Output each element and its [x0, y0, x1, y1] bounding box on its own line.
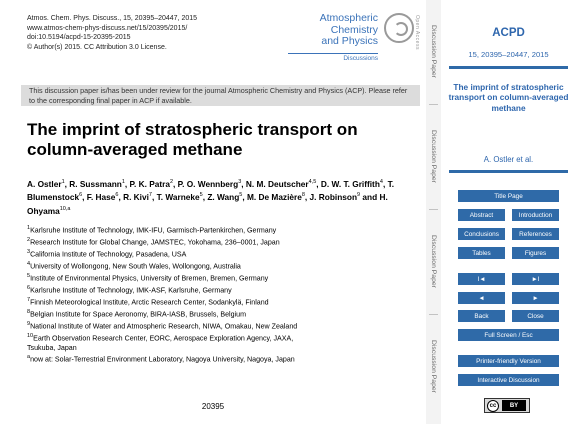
logo-divider — [288, 53, 378, 54]
meta-line[interactable]: www.atmos-chem-phys-discuss.net/15/20395/2015/ — [27, 24, 188, 32]
discussion-paper-tab: Discussion Paper — [430, 340, 437, 393]
affiliation-item — [27, 332, 422, 344]
author-affil-sup: 5 — [199, 192, 203, 199]
affiliation-text: National Institute of Water and Atmospheric Research, NIWA, Omakau, New Zealand — [30, 321, 298, 330]
logo-line: Chemistry — [330, 23, 378, 36]
author-affil-sup: 10,a — [59, 205, 71, 212]
affiliation-sup: 2 — [27, 236, 31, 243]
logo-line: and Physics — [321, 35, 378, 47]
first-page-button[interactable]: I◄ — [458, 273, 505, 285]
affiliation-text: Earth Observation Research Center, EORC, Aerospace Exploration Agency, JAXA, — [33, 333, 294, 342]
author-name: T. Blumenstock — [27, 178, 395, 203]
introduction-button[interactable]: Introduction — [512, 209, 559, 221]
author-affil-sup: 9 — [357, 192, 361, 199]
author-name: R. Sussmann — [69, 178, 122, 189]
author-affil-sup: 1 — [121, 179, 125, 185]
page-number: 20395 — [201, 402, 225, 411]
affiliation-sup: 4 — [27, 260, 31, 267]
affiliation-item — [27, 284, 422, 296]
author-affil-sup: 4,5 — [308, 179, 317, 185]
affiliation-sup: a — [27, 354, 31, 361]
citation-meta — [27, 14, 197, 52]
author-name: P. O. Wennberg — [177, 178, 239, 189]
author-name: R. Kivi — [123, 192, 149, 203]
references-button[interactable]: References — [512, 228, 559, 240]
author-affil-sup: 2 — [169, 179, 174, 185]
affiliation-item — [27, 344, 422, 354]
full-screen-button[interactable]: Full Screen / Esc — [458, 329, 559, 341]
conclusions-button[interactable]: Conclusions — [458, 228, 505, 240]
affiliation-text: University of Wollongong, New South Wales, Wollongong, Australia — [30, 262, 241, 271]
last-page-button[interactable]: ►I — [512, 273, 559, 285]
author-name: F. Hase — [86, 192, 116, 203]
author-conjunction: and — [362, 192, 378, 203]
author-name: A. Ostler — [27, 178, 62, 189]
abstract-button[interactable]: Abstract — [458, 209, 505, 221]
affiliation-sup: 8 — [27, 308, 31, 315]
author-affil-sup: 7 — [148, 192, 152, 199]
affiliation-text: Research Institute for Global Change, JAMSTEC, Yokohama, 236–0001, Japan — [30, 238, 280, 247]
meta-line: doi:10.5194/acpd-15-20395-2015 — [27, 34, 131, 42]
author-affil-sup: 4 — [379, 179, 383, 185]
discussion-paper-tab: Discussion Paper — [430, 25, 437, 78]
affiliation-item — [27, 248, 422, 260]
affiliation-sup: 10 — [27, 332, 34, 339]
interactive-discussion-button[interactable]: Interactive Discussion — [458, 374, 559, 386]
author-affil-sup: 8 — [301, 192, 305, 199]
discussion-paper-tab: Discussion Paper — [430, 235, 437, 288]
affiliation-text: Karlsruhe Institute of Technology, IMK-IFU, Garmisch-Partenkirchen, Germany — [30, 226, 277, 235]
author-name: M. De Mazière — [246, 192, 302, 203]
affiliation-text: Karlsruhe Institute of Technology, IMK-ASF, Karlsruhe, Germany — [30, 286, 232, 295]
cc-license-badge[interactable] — [484, 398, 530, 413]
meta-line: Atmos. Chem. Phys. Discuss., 15, 20395–20447, 2015 — [27, 15, 198, 22]
discussion-paper-strip — [426, 0, 441, 424]
sidebar-authors: A. Ostler et al. — [483, 155, 534, 164]
affiliation-item — [27, 236, 422, 248]
affiliation-list — [27, 224, 422, 365]
figures-button[interactable]: Figures — [512, 247, 559, 259]
affiliation-item — [27, 320, 422, 332]
author-affil-sup: 6 — [115, 192, 119, 199]
affiliation-sup: 7 — [27, 296, 31, 303]
navigation-sidebar — [441, 0, 576, 424]
back-button[interactable]: Back — [458, 310, 505, 322]
author-list: A. Ostler$^1$, R. Sussmann$^1$, P. K. Patra$^2$, P. O. Wennberg$^3$, N. M. Deutscher$^{4,5}$, D. W. T. Griffith$^4$, T. Blumenstock$^6$, F. Hase$^6$, R. Kivi$^7$, T. Warneke$^5$, Z. Wang$^5$, M. De Mazière$^8$, J. Robinson$^9$ and H. Ohyama$^{10,a}$ — [27, 178, 395, 216]
author-name: N. M. Deutscher — [245, 178, 309, 189]
logo-line: Atmospheric — [319, 12, 378, 24]
author-name: D. W. T. Griffith — [320, 178, 380, 189]
meta-line: © Author(s) 2015. CC Attribution 3.0 License. — [27, 43, 167, 51]
affiliation-text: Institute of Environmental Physics, University of Bremen, Bremen, Germany — [30, 274, 269, 283]
affiliation-text: Belgian Institute for Space Aeronomy, BIRA-IASB, Brussels, Belgium — [30, 310, 246, 319]
logo-subtitle: Discussions — [343, 55, 378, 62]
affiliation-text: Tsukuba, Japan — [27, 343, 77, 352]
close-button[interactable]: Close — [512, 310, 559, 322]
review-notice: This discussion paper is/has been under review for the journal Atmospheric Chemistry and Physics (ACP). Please refer to the corresponding final paper in ACP if available. — [21, 85, 420, 106]
next-button[interactable]: ► — [512, 292, 559, 304]
affiliation-item — [27, 353, 422, 365]
egu-logo-icon — [384, 13, 414, 43]
affiliation-text: now at: Solar-Terrestrial Environment Laboratory, Nagoya University, Nagoya, Japan — [30, 355, 295, 364]
author-affil-sup: 5 — [239, 192, 243, 199]
sidebar-divider — [449, 170, 568, 173]
open-access-label: Open Access — [414, 15, 420, 50]
page-range: 15, 20395–20447, 2015 — [468, 50, 549, 59]
affiliation-sup: 5 — [27, 272, 31, 279]
tables-button[interactable]: Tables — [458, 247, 505, 259]
journal-abbrev: ACPD — [492, 27, 525, 39]
sidebar-title: The imprint of stratospheric transport on column-averaged methane — [448, 82, 569, 113]
author-affil-sup: 6 — [79, 192, 83, 199]
affiliation-sup: 1 — [27, 225, 31, 231]
affiliation-item — [27, 224, 422, 236]
author-affil-sup: 3 — [238, 179, 242, 185]
affiliation-text: California Institute of Technology, Pasadena, USA — [30, 250, 187, 259]
affiliation-item — [27, 272, 422, 284]
affiliation-item — [27, 296, 422, 308]
previous-button[interactable]: ◄ — [458, 292, 505, 304]
cc-icon: cc — [487, 400, 499, 412]
affiliation-sup: 9 — [27, 320, 31, 327]
sidebar-divider — [449, 66, 568, 69]
author-name: T. Warneke — [156, 192, 200, 203]
discussion-paper-tab: Discussion Paper — [430, 130, 437, 183]
author-name: J. Robinson — [309, 192, 358, 203]
journal-logo — [288, 13, 420, 69]
affiliation-text: Finnish Meteorological Institute, Arctic Research Center, Sodankylä, Finland — [30, 298, 269, 307]
affiliation-sup: 6 — [27, 284, 31, 291]
printer-friendly-button[interactable]: Printer-friendly Version — [458, 355, 559, 367]
author-name: H. Ohyama — [27, 192, 388, 216]
title-page-button[interactable]: Title Page — [458, 190, 559, 202]
author-name: P. K. Patra — [129, 178, 170, 189]
affiliation-sup: 3 — [27, 248, 31, 255]
affiliation-item — [27, 308, 422, 320]
affiliation-item — [27, 260, 422, 272]
author-affil-sup: 1 — [61, 179, 65, 185]
by-icon: BY — [502, 400, 526, 411]
paper-title: The imprint of stratospheric transport on column-averaged methane — [27, 120, 358, 159]
author-name: Z. Wang — [207, 192, 240, 203]
